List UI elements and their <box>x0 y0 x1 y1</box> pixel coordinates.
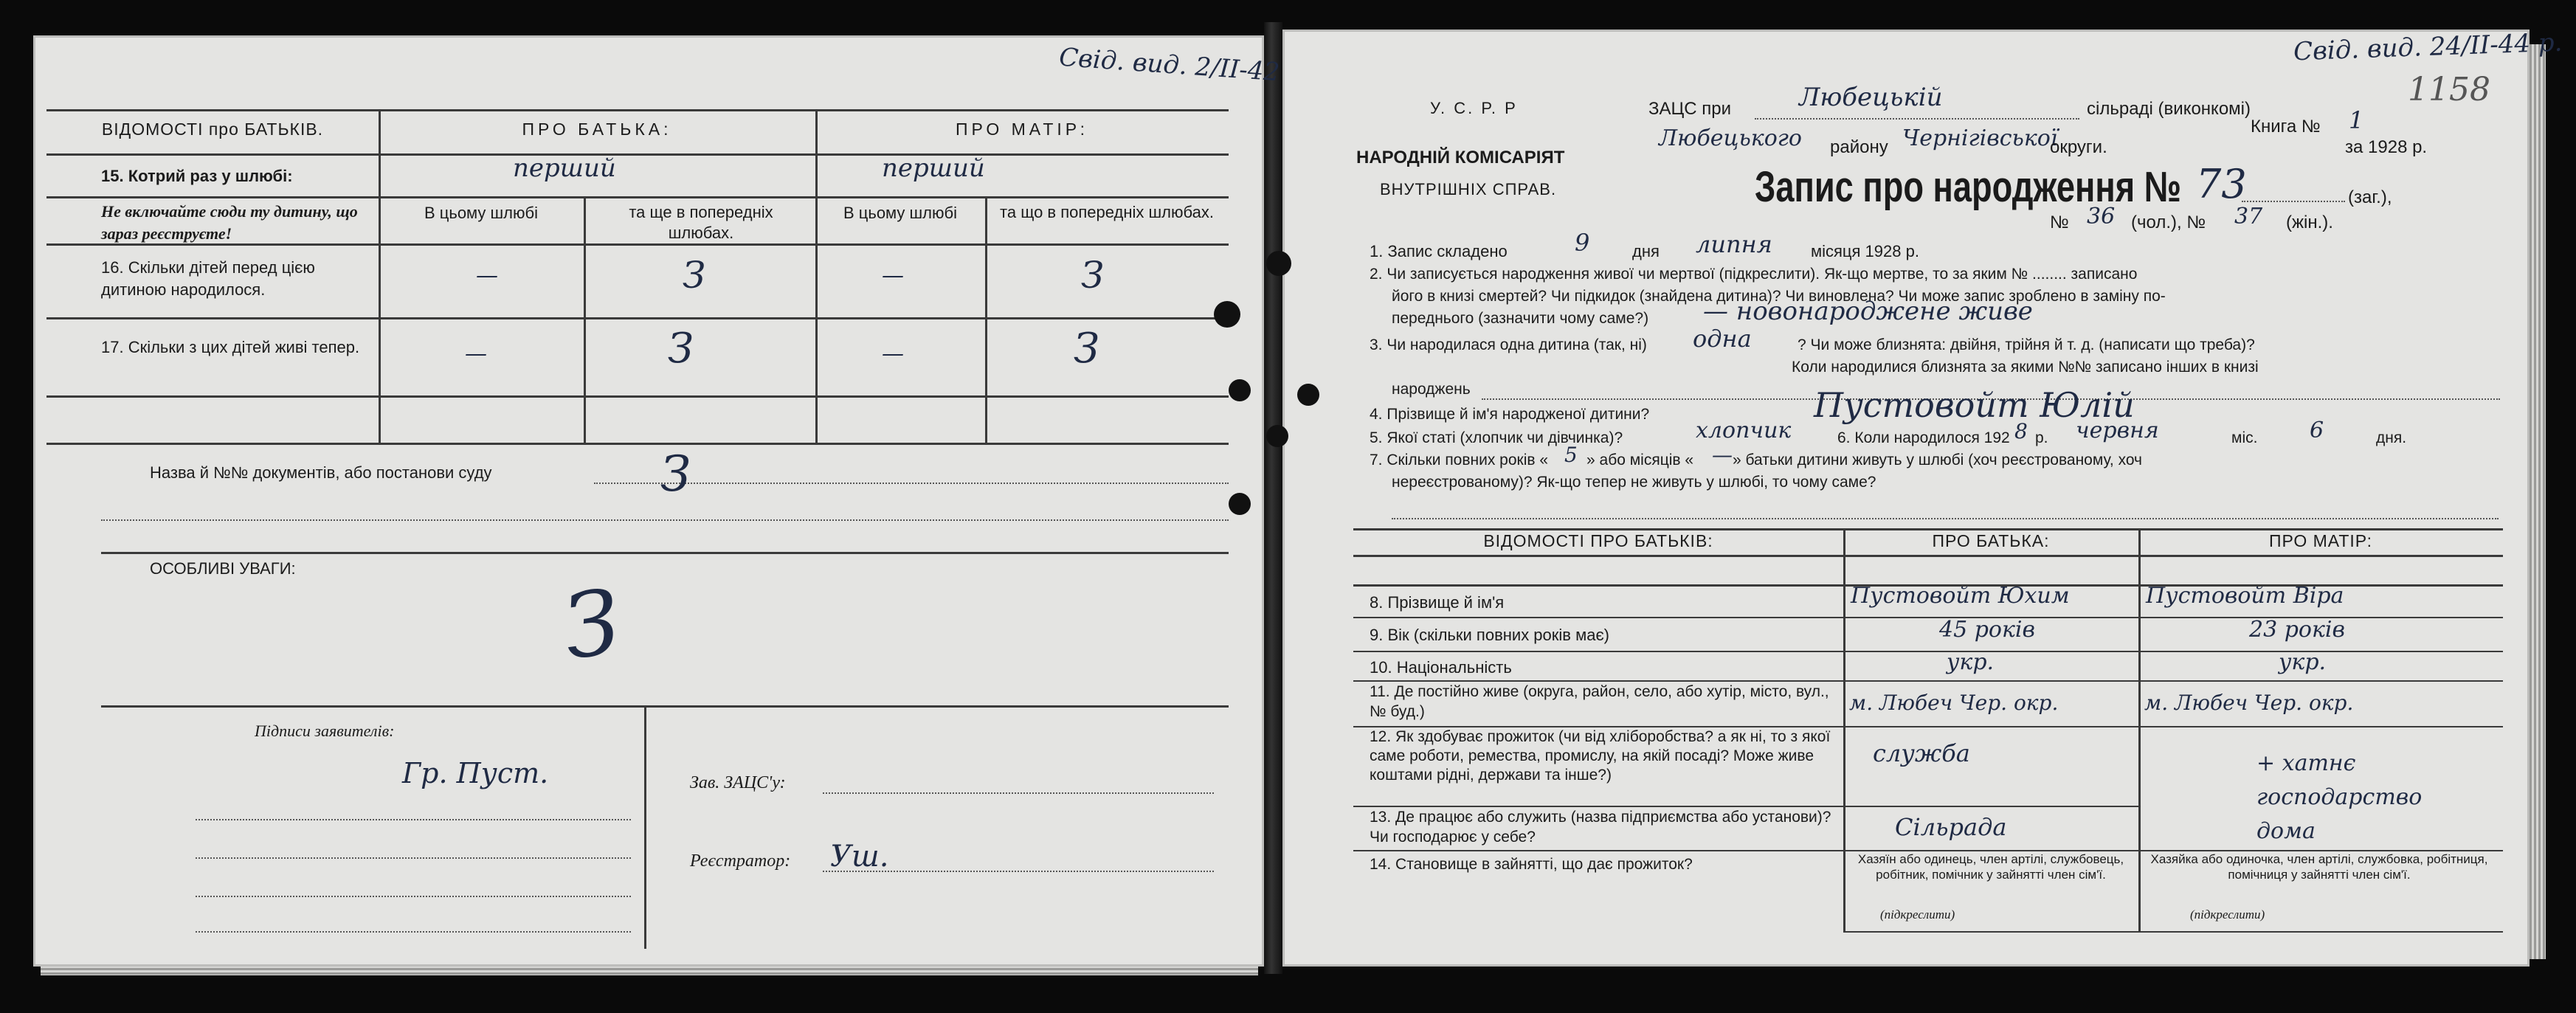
row9-mother: 23 років <box>2249 617 2345 643</box>
item3-line1: 3. Чи народилася одна дитина (так, ні) <box>1370 336 1647 353</box>
row12-father: служба <box>1873 739 1970 767</box>
row13-father: Сільрада <box>1895 813 2007 841</box>
num-female-suffix: (жін.). <box>2286 212 2333 232</box>
row10-label: 10. Національність <box>1370 658 1512 677</box>
sub-header-this-marriage-mother: В цьому шлюбі <box>843 204 958 222</box>
registrar-label: Реєстратор: <box>690 851 791 871</box>
year-label: за 1928 р. <box>2345 137 2428 157</box>
item5-value: хлопчик <box>1696 418 1792 443</box>
remarks-value: З <box>557 570 627 680</box>
sub-header-prev-marriages-mother: та що в попередніх шлюбах. <box>1000 203 1214 221</box>
punch-hole <box>1214 301 1240 328</box>
row16-label: 16. Скільки дітей перед цією дитиною народилося. <box>101 258 315 299</box>
punch-hole <box>1229 379 1251 401</box>
parents-col-mother: ПРО МАТІР: <box>2268 531 2372 550</box>
item1-month: липня <box>1696 230 1772 258</box>
item3-line2: Коли народилися близнята за якими №№ записано інших в книзі <box>1792 359 2259 376</box>
right-page <box>1282 27 2563 967</box>
row16-mother-prev: З <box>1081 254 1105 297</box>
parents-col-info: ВІДОМОСТІ ПРО БАТЬКІВ: <box>1483 531 1713 550</box>
item7-line1c: » батьки дитини живуть у шлюбі (хоч реєстрованому, хоч <box>1733 452 2143 469</box>
row10-father: укр. <box>1947 649 1995 675</box>
item6-year: 8 <box>2014 419 2028 443</box>
okrug-value: Чернігівської <box>1902 125 2058 151</box>
col-header-info: ВІДОМОСТІ про БАТЬКІВ. <box>101 120 324 139</box>
num-male: 36 <box>2087 204 2116 229</box>
item1-suffix: місяця 1928 р. <box>1811 242 1919 260</box>
item2-value: — новонароджене живе <box>1703 297 2033 326</box>
applicants-label: Підписи заявителів: <box>255 722 395 740</box>
record-title: Запис про народження № <box>1755 163 2182 211</box>
documents-label: Назва й №№ документів, або постанови суду <box>150 463 492 482</box>
item7-line2: нереєстрованому)? Як-що тепер не живуть у шлюбі, то чому саме? <box>1392 474 1876 491</box>
row16-mother-this: — <box>882 263 904 288</box>
item6-suffix: дня. <box>2376 429 2407 446</box>
row12-label: 12. Як здобуває прожиток (чи від хліборобства? а як ні, то з якої саме роботи, ремества, промислу, на якій посаді? Може живе коштами рідні, держави та інше?) <box>1370 728 1831 784</box>
row9-label: 9. Вік (скільки повних років має) <box>1370 626 1610 644</box>
item6-mis: міс. <box>2231 429 2258 446</box>
row10-mother: укр. <box>2279 649 2327 675</box>
item7-years: 5 <box>1564 443 1578 467</box>
col-header-father: ПРО БАТЬКА: <box>522 120 672 139</box>
row8-label: 8. Прізвище й ім'я <box>1370 593 1505 612</box>
sub-header-this-marriage: В цьому шлюбі <box>424 204 539 222</box>
ministry-line1: НАРОДНІЙ КОМІСАРІЯТ <box>1356 148 1565 167</box>
sub-header-prev-marriages: та ще в попередніх шлюбах. <box>629 203 773 242</box>
item4-text: 4. Прізвище й ім'я народженої дитини? <box>1370 406 1650 423</box>
row17-mother-this: — <box>882 341 904 367</box>
parents-col-father: ПРО БАТЬКА: <box>1932 531 2050 550</box>
item6-mid: р. <box>2035 429 2048 446</box>
page-edges-right <box>2530 44 2546 959</box>
item1-prefix: 1. Запис складено <box>1370 242 1508 260</box>
applicant-signature: Гр. Пуст. <box>402 757 549 789</box>
item7-line1b: » або місяців « <box>1586 452 1694 469</box>
book-label: Книга № <box>2251 117 2321 136</box>
row8-mother: Пустовойт Віра <box>2146 583 2344 609</box>
item7-months: — <box>1712 443 1733 467</box>
item3-value: одна <box>1693 325 1752 353</box>
row17-label: 17. Скільки з цих дітей живі тепер. <box>101 338 360 356</box>
page-number: 1158 <box>2408 71 2490 108</box>
row17-mother-prev: З <box>1074 325 1099 373</box>
row14-label: 14. Становище в зайнятті, що дає прожиток? <box>1370 856 1693 873</box>
row17-father-this: — <box>465 341 487 367</box>
item2-line2: його в книзі смертей? Чи підкидок (знайдена дитина)? Чи виновлена? Чи може запис зроблено в заміну по- <box>1392 288 2166 305</box>
zags-prefix: ЗАЦС при <box>1648 99 1732 119</box>
corner-note: Свід. вид. 2/ІІ-42 <box>1057 42 1281 88</box>
item4-value: Пустовойт Юлій <box>1814 385 2135 425</box>
punch-hole <box>1297 384 1319 406</box>
item5-text: 5. Якої статі (хлопчик чи дівчинка)? <box>1370 429 1623 446</box>
ussr-label: У. С. Р. Р <box>1430 99 1518 117</box>
item6-day: 6 <box>2310 418 2324 443</box>
district-label: району <box>1830 137 1888 157</box>
district-value: Любецького <box>1659 125 1802 151</box>
remarks-label: ОСОБЛИВІ УВАГИ: <box>150 559 296 578</box>
item6-text: 6. Коли народилося 192 <box>1837 429 2010 446</box>
left-page <box>33 35 1281 967</box>
punch-hole <box>1266 425 1288 447</box>
item2-line3: переднього (зазначити чому саме?) <box>1392 310 1649 327</box>
row12-mother: + хатнє господарство дома <box>2256 750 2423 844</box>
book-value: 1 <box>2349 106 2364 134</box>
row14-mother: Хазяйка або одиночка, член артілі, службовка, робітниця, помічниця у зайнятті член сім'ї. <box>2150 852 2488 882</box>
punch-hole <box>1266 251 1291 276</box>
row8-father: Пустовойт Юхим <box>1851 583 2070 609</box>
row11-father: м. Любеч Чер. окр. <box>1849 691 2059 715</box>
row15-mother-value: перший <box>882 153 985 183</box>
item1-mid: дня <box>1632 242 1660 260</box>
item6-month: червня <box>2076 418 2159 443</box>
item3-line1b: ? Чи може близнята: двійня, трійня й т. д. (написати що треба)? <box>1798 336 2255 353</box>
num-male-prefix: № <box>2050 212 2069 232</box>
item1-day: 9 <box>1575 229 1590 257</box>
ministry-line2: ВНУТРІШНІХ СПРАВ. <box>1380 180 1557 198</box>
row13-label: 13. Де працює або служить (назва підприємства або установи)? Чи господарює у себе? <box>1370 809 1831 846</box>
row11-label: 11. Де постійно живе (округа, район, село, або хутір, місто, вул., № буд.) <box>1370 683 1829 720</box>
top-note: Свід. вид. 24/ІІ-44 р. <box>2293 27 2563 67</box>
item7-line1a: 7. Скільки повних років « <box>1370 452 1549 469</box>
row15-father-value: перший <box>513 153 616 183</box>
punch-hole <box>1229 493 1251 515</box>
item3-line3: народжень <box>1392 381 1471 398</box>
row-note: Не включайте сюди ту дитину, що зараз реєструєте! <box>101 202 358 243</box>
record-number: 73 <box>2196 161 2247 207</box>
zags-village: Любецькій <box>1799 83 1943 112</box>
row11-mother: м. Любеч Чер. окр. <box>2144 691 2354 715</box>
head-label: Зав. ЗАЦС'у: <box>690 773 786 792</box>
registrar-signature: Уш. <box>830 840 889 874</box>
zags-suffix: сільраді (виконкомі) <box>2087 99 2251 119</box>
col-header-mother: ПРО МАТІР: <box>955 120 1088 139</box>
num-female: 37 <box>2234 204 2263 229</box>
documents-value: З <box>660 446 691 502</box>
row15-label: 15. Котрий раз у шлюбі: <box>101 167 293 185</box>
row9-father: 45 років <box>1939 617 2035 643</box>
row17-father-prev: З <box>668 325 694 373</box>
total-suffix: (заг.), <box>2348 187 2392 207</box>
row16-father-this: — <box>476 263 498 288</box>
row14-father: Хазяїн або одинець, член артілі, службовець, робітник, помічник у зайнятті член сім'ї. <box>1857 852 2124 882</box>
underline-note-father: (підкреслити) <box>1880 907 1955 922</box>
num-male-suffix: (чол.), № <box>2131 212 2206 232</box>
row16-father-prev: З <box>683 254 706 297</box>
underline-note-mother: (підкреслити) <box>2190 907 2265 922</box>
book-gutter <box>1264 22 1282 974</box>
okrug-label: округи. <box>2050 137 2107 157</box>
item2-line1: 2. Чи записується народження живої чи мертвої (підкреслити). Як-що мертве, то за яким № ........ записано <box>1370 266 2138 283</box>
